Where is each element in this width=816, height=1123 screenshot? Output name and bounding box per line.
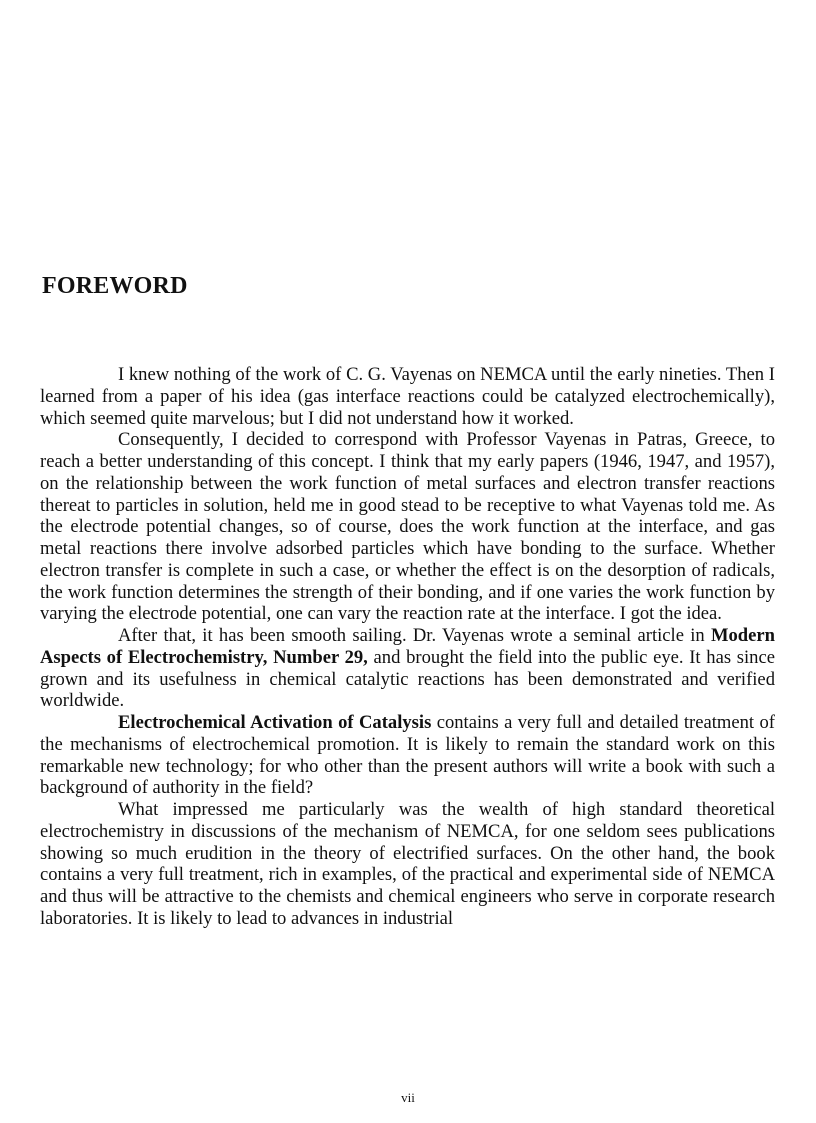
text-run: contains a very full and detailed treatment of the mechanisms of electrochemical promotion. It is likely to remain the standard work on this remarkable new technology; for who other than the present authors will write a book with such a background of authority in the field? — [40, 712, 775, 799]
paragraph — [40, 712, 775, 799]
page-title: FOREWORD — [42, 273, 188, 299]
book-title: Electrochemical Activation of Catalysis — [118, 712, 432, 733]
text-run: I knew nothing of the work of C. G. Vayenas on NEMCA until the early nineties. Then I learned from a paper of his idea (gas interface reactions could be catalyzed electrochemically), which seemed quite marvelous; but I did not understand how it worked. — [40, 364, 775, 429]
paragraph — [40, 364, 775, 429]
text-run: After that, it has been smooth sailing. Dr. Vayenas wrote a seminal article in — [118, 625, 711, 646]
paragraph — [40, 799, 775, 930]
text-run: Consequently, I decided to correspond with Professor Vayenas in Patras, Greece, to reach a better understanding of this concept. I think that my early papers (1946, 1947, and 1957), on the relationship between the work function of metal surfaces and electron transfer reactions thereat to particles in solution, held me in good stead to be receptive to what Vayenas told me. As the electrode potential changes, so of course, does the work function at the interface, and gas metal reactions there involve adsorbed particles which have bonding to the surface. Whether electron transfer is complete in such a case, or whether the effect is on the desorption of radicals, the work function determines the strength of their bonding, and if one varies the work function by varying the electrode potential, one can vary the reaction rate at the interface. I got the idea. — [40, 429, 775, 625]
foreword-body — [40, 364, 775, 930]
text-run: and brought the field into the public eye. It has since grown and its usefulness in chemical catalytic reactions has been demonstrated and verified worldwide. — [40, 646, 775, 712]
page-number: vii — [401, 1090, 415, 1105]
paragraph — [40, 625, 775, 712]
paragraph — [40, 429, 775, 625]
book-series-title: Modern Aspects of Electrochemistry, Number 29, — [40, 625, 775, 668]
text-run: What impressed me particularly was the wealth of high standard theoretical electrochemistry in discussions of the mechanism of NEMCA, for one seldom sees publications showing so much erudition in the theory of electrified surfaces. On the other hand, the book contains a very full treatment, rich in examples, of the practical and experimental side of NEMCA and thus will be attractive to the chemists and chemical engineers who serve in corporate research laboratories. It is likely to lead to advances in industrial — [40, 799, 775, 929]
